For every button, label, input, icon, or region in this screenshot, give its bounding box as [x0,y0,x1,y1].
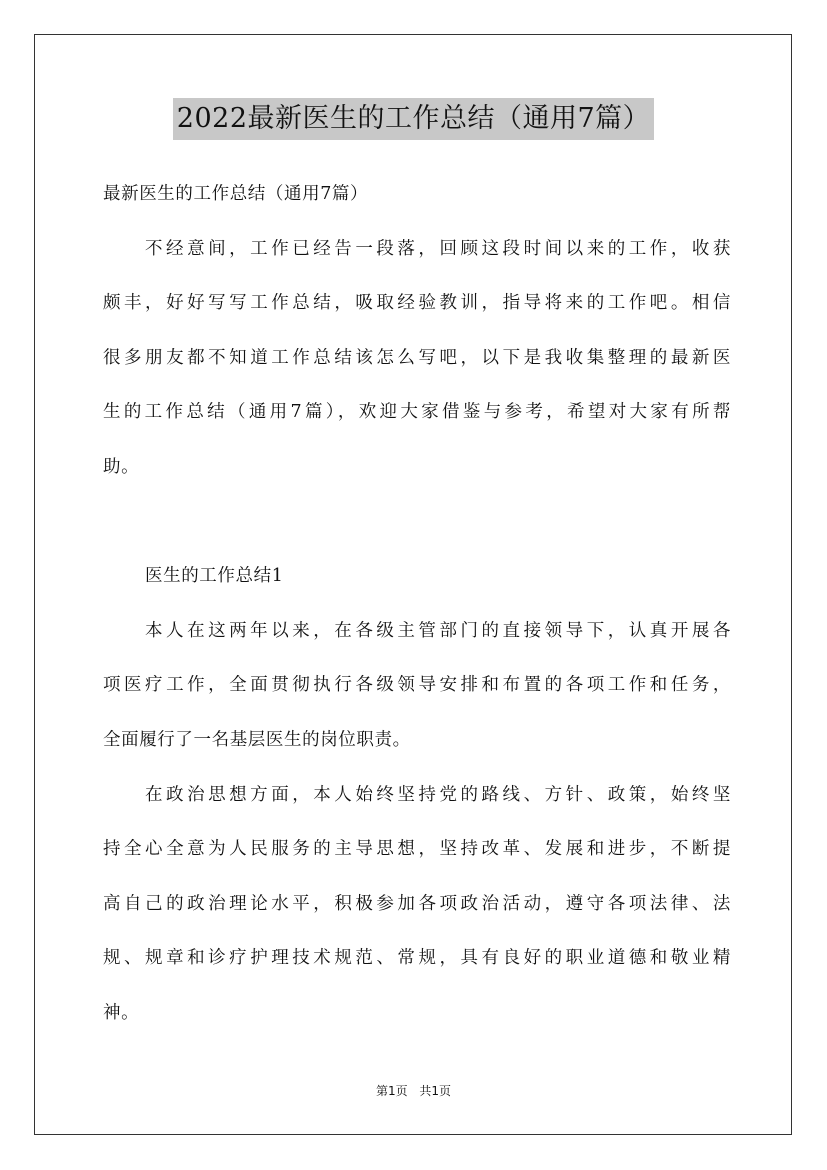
text-line: 颇丰，好好写写工作总结，吸取经验教训，指导将来的工作吧。相信 [103,293,731,314]
text-line: 项医疗工作，全面贯彻执行各级领导安排和布置的各项工作和任务， [103,675,731,696]
text-line: 本人在这两年以来，在各级主管部门的直接领导下，认真开展各 [145,620,731,641]
text-line: 高自己的政治理论水平，积极参加各项政治活动，遵守各项法律、法 [103,893,731,914]
text-line: 助。 [103,456,140,477]
page-number: 第1页 [375,1084,408,1098]
document-title: 2022最新医生的工作总结（通用7篇） [173,98,654,140]
text-line: 在政治思想方面，本人始终坚持党的路线、方针、政策，始终坚 [145,784,731,805]
text-line: 不经意间，工作已经告一段落，回顾这段时间以来的工作，收获 [145,238,731,259]
text-line: 持全心全意为人民服务的主导思想，坚持改革、发展和进步，不断提 [103,839,731,860]
document-body [103,172,731,1046]
text-line: 很多朋友都不知道工作总结该怎么写吧，以下是我收集整理的最新医 [103,347,731,368]
text-line: 医生的工作总结1 [145,566,284,587]
text-line: 神。 [103,1002,140,1023]
text-line: 生的工作总结（通用7篇），欢迎大家借鉴与参考，希望对大家有所帮 [103,402,731,423]
blank-line [103,500,731,555]
page-total: 共1页 [419,1084,452,1098]
page-footer [0,1082,827,1100]
text-line: 全面履行了一名基层医生的岗位职责。 [103,729,411,750]
text-line: 最新医生的工作总结（通用7篇） [103,184,369,204]
title-container [0,98,827,140]
text-line: 规、规章和诊疗护理技术规范、常规，具有良好的职业道德和敬业精 [103,948,731,969]
